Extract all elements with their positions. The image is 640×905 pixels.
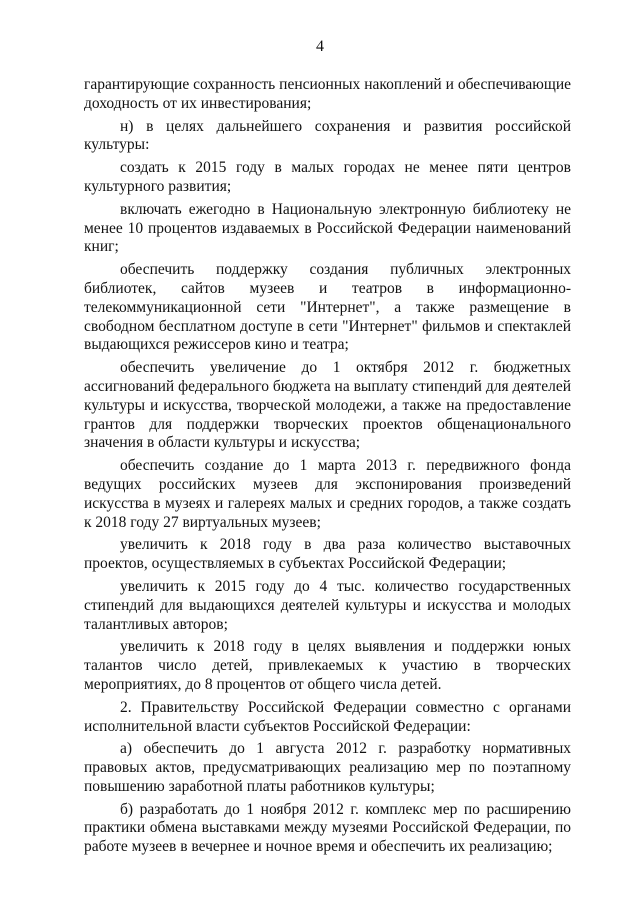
document-body	[84, 76, 571, 861]
page-number: 4	[316, 38, 324, 55]
paragraph-public-libraries: обеспечить поддержку создания публичных электронных библиотек, сайтов музеев и театров в информационно-телекоммуникационной сети "Интернет", а также размещение в свободном бесплатном доступе в сети "Интернет" фильмов и спектаклей выдающихся режиссеров кино и театра;	[84, 261, 571, 354]
paragraph-young-talents: увеличить к 2018 году в целях выявления и поддержки юных талантов число детей, привлекаемых к участию в творческих мероприятиях, до 8 процентов от общего числа детей.	[84, 638, 571, 693]
paragraph-cultural-centers: создать к 2015 году в малых городах не менее пяти центров культурного развития;	[84, 159, 571, 195]
paragraph-budget-stipends: обеспечить увеличение до 1 октября 2012 г. бюджетных ассигнований федерального бюджета на выплату стипендий для деятелей культуры и искусства, творческой молодежи, а также на предоставление грантов для поддержки творческих проектов общенационального значения в области культуры и искусства;	[84, 359, 571, 452]
paragraph-exhibition-projects: увеличить к 2018 году в два раза количество выставочных проектов, осуществляемых в субъектах Российской Федерации;	[84, 536, 571, 573]
paragraph-state-stipends: увеличить к 2015 году до 4 тыс. количество государственных стипендий для выдающихся деятелей культуры и искусства и молодых талантливых авторов;	[84, 577, 571, 633]
paragraph-item-a: а) обеспечить до 1 августа 2012 г. разработку нормативных правовых актов, предусматривающих реализацию мер по поэтапному повышению заработной платы работников культуры;	[84, 740, 571, 795]
paragraph-electronic-library: включать ежегодно в Национальную электронную библиотеку не менее 10 процентов издаваемых в Российской Федерации наименований книг;	[84, 200, 571, 256]
paragraph-museum-fund: обеспечить создание до 1 марта 2013 г. передвижного фонда ведущих российских музеев для экспонирования произведений искусства в музеях и галереях малых и средних городов, а также создать к 2018 году 27 виртуальных музеев;	[84, 457, 571, 531]
paragraph-item-b: б) разработать до 1 ноября 2012 г. комплекс мер по расширению практики обмена выставками между музеями Российской Федерации, по работе музеев в вечернее и ночное время и обеспечить их реализацию;	[84, 800, 571, 856]
paragraph-continuation: гарантирующие сохранность пенсионных накоплений и обеспечивающие доходность от их инвестирования;	[84, 76, 571, 112]
paragraph-section-2: 2. Правительству Российской Федерации совместно с органами исполнительной власти субъектов Российской Федерации:	[84, 698, 571, 735]
paragraph-culture-heading: н) в целях дальнейшего сохранения и развития российской культуры:	[84, 117, 571, 154]
